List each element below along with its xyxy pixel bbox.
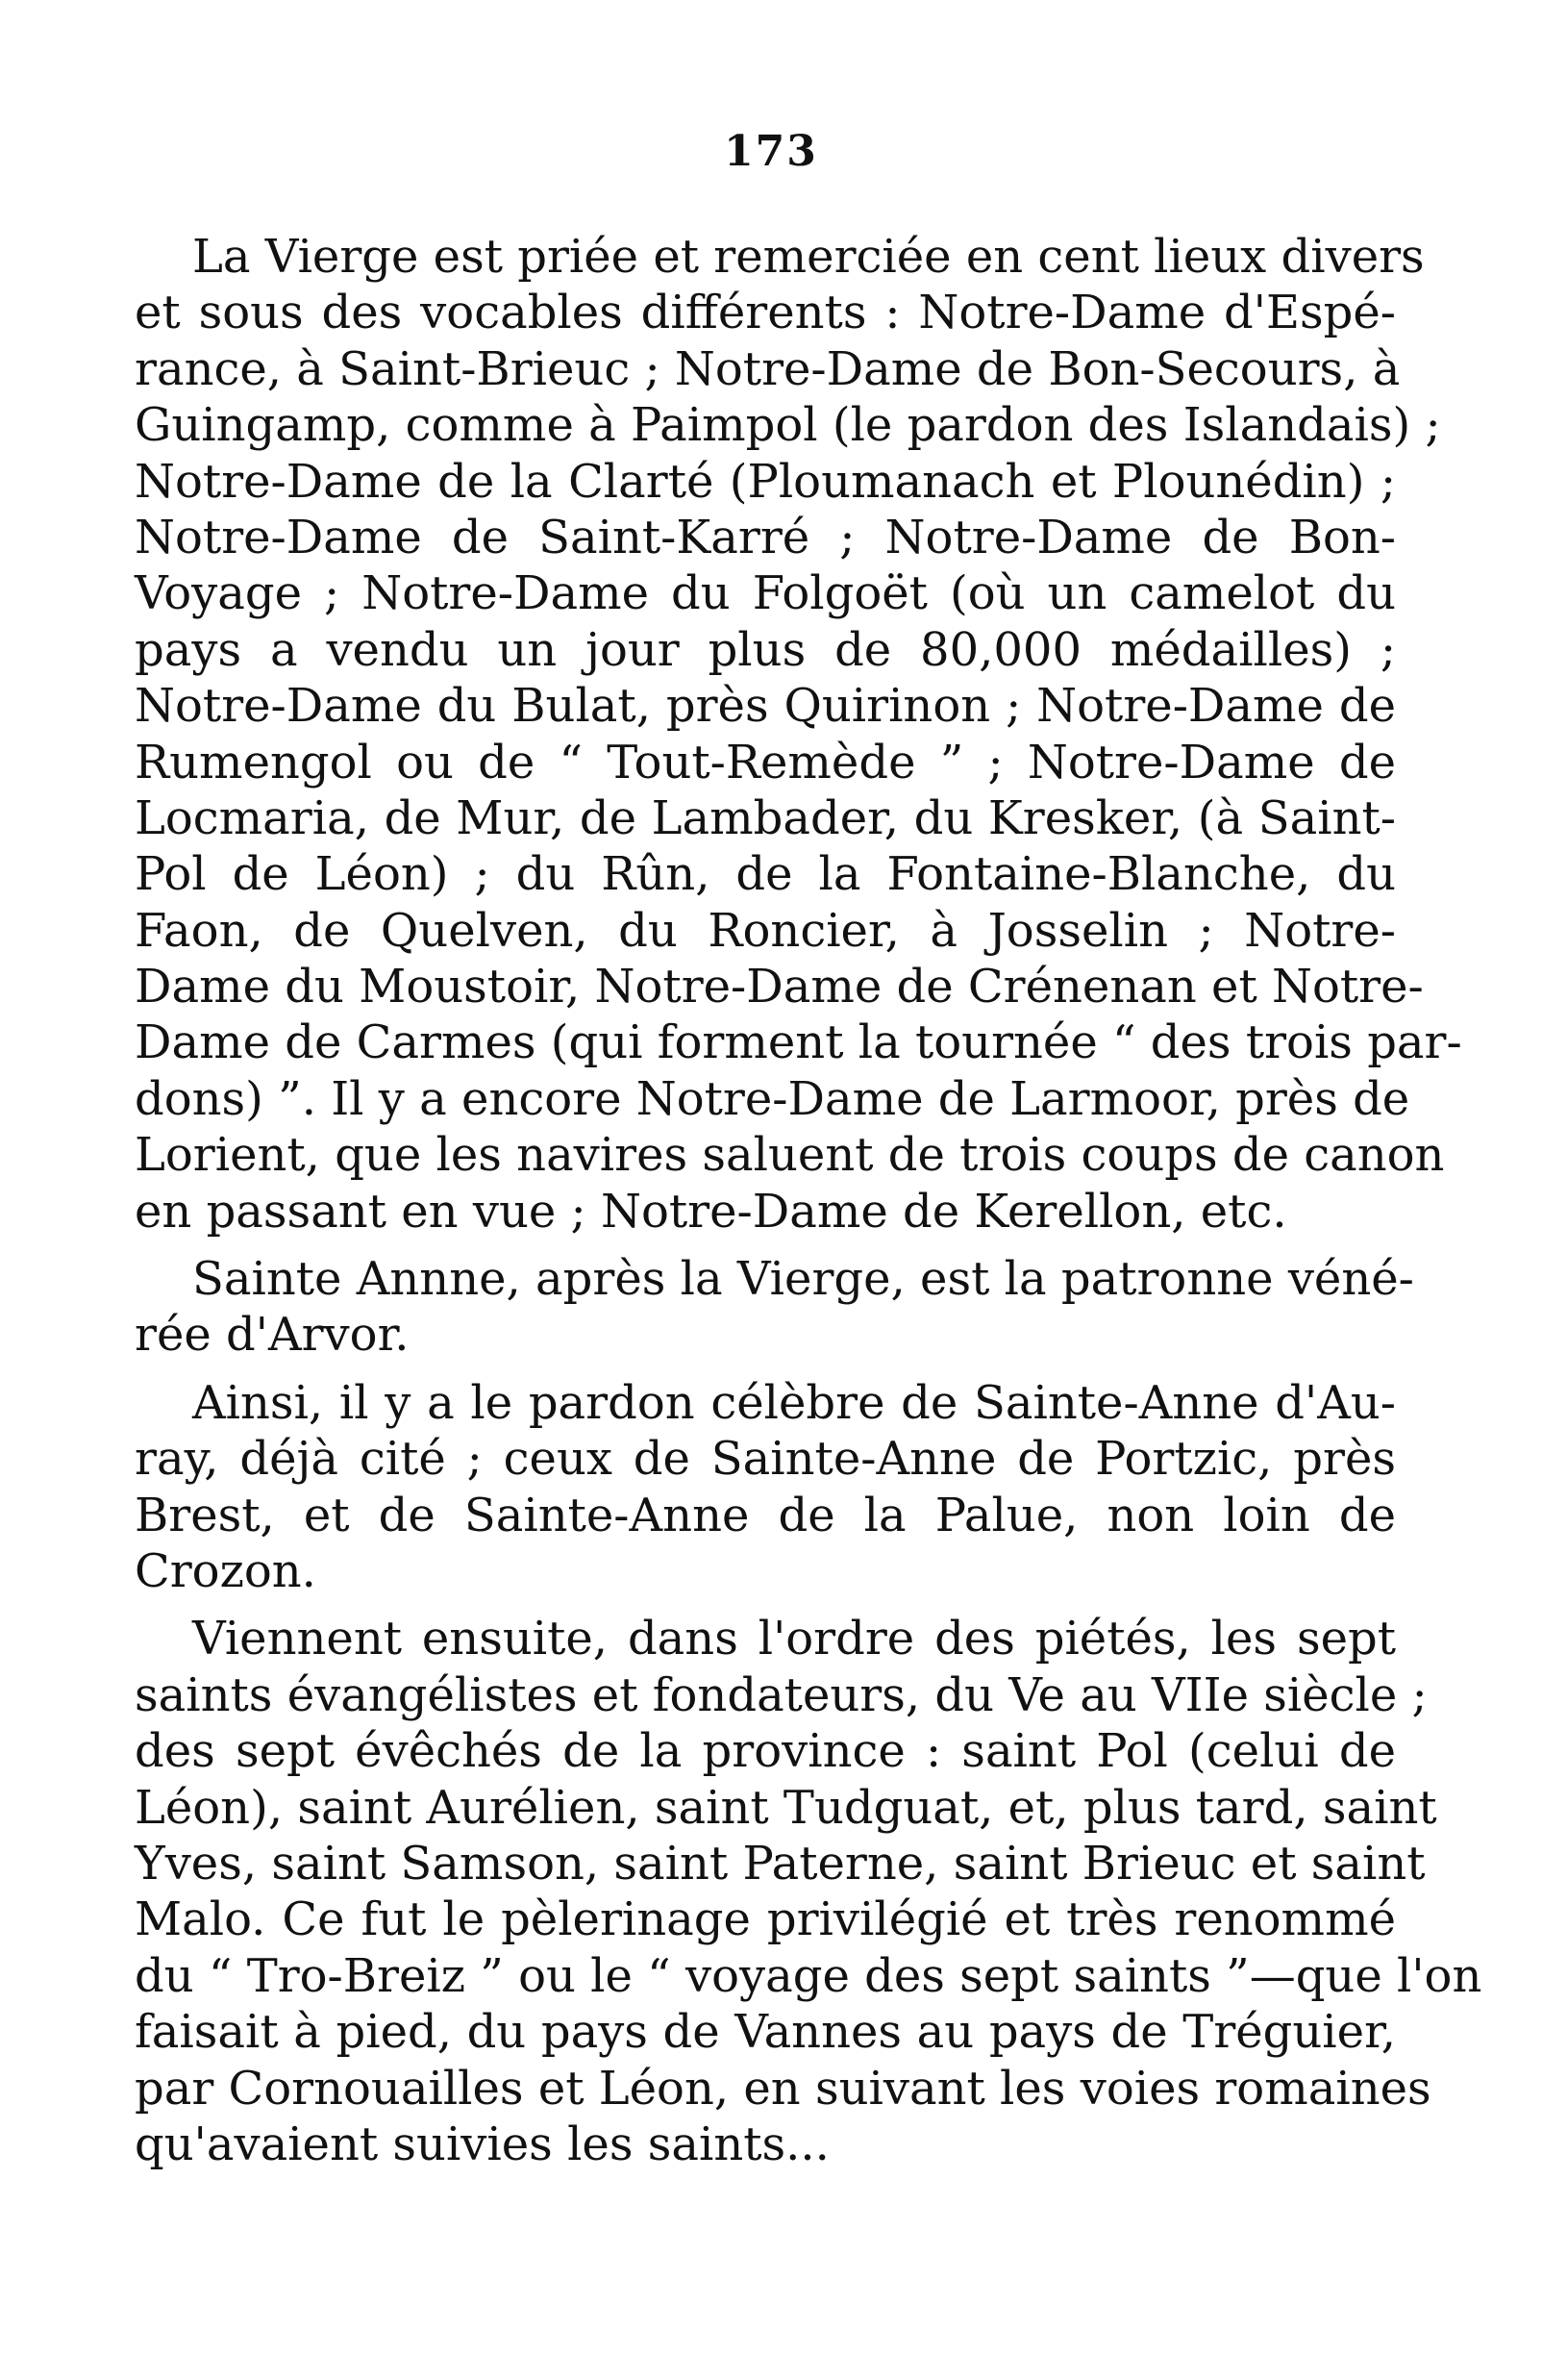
text-line: faisait à pied, du pays de Vannes au pays de Tréguier, (135, 2005, 1396, 2060)
text-line: saints évangélistes et fondateurs, du Ve au VIIe siècle ; (135, 1667, 1428, 1722)
text-line: Voyage ; Notre-Dame du Folgoët (où un camelot du (135, 566, 1396, 621)
text-line: Notre-Dame du Bulat, près Quirinon ; Notre-Dame de (135, 679, 1396, 734)
text-line: Dame du Moustoir, Notre-Dame de Crénenan et Notre- (135, 960, 1424, 1015)
text-line: Léon), saint Aurélien, saint Tudguat, et, plus tard, saint (135, 1780, 1437, 1835)
text-line: Yves, saint Samson, saint Paterne, saint Brieuc et saint (135, 1836, 1426, 1891)
text-line: Guingamp, comme à Paimpol (le pardon des Islandais) ; (135, 398, 1441, 453)
text-line: dons) ”. Il y a encore Notre-Dame de Larmoor, près de (135, 1071, 1410, 1126)
paragraph-2 (135, 1251, 1414, 1364)
text-line: qu'avaient suivies les saints... (135, 2117, 830, 2171)
text-line: Ainsi, il y a le pardon célèbre de Sainte-Anne d'Au- (192, 1375, 1396, 1430)
page-number: 173 (724, 127, 818, 176)
text-line: Malo. Ce fut le pèlerinage privilégié et très renommé (135, 1892, 1396, 1947)
text-line: Lorient, que les navires saluent de trois coups de canon (135, 1128, 1445, 1183)
text-line: Notre-Dame de la Clarté (Ploumanach et Plounédin) ; (135, 454, 1396, 509)
text-line: en passant en vue ; Notre-Dame de Kerellon, etc. (135, 1184, 1287, 1239)
body-text (135, 229, 1482, 2172)
paragraph-1 (135, 229, 1462, 1240)
text-line: du “ Tro-Breiz ” ou le “ voyage des sept saints ”—que l'on (135, 1948, 1482, 2003)
text-line: Dame de Carmes (qui forment la tournée “ des trois par- (135, 1015, 1462, 1070)
text-line: des sept évêchés de la province : saint Pol (celui de (135, 1724, 1396, 1779)
text-line: Pol de Léon) ; du Rûn, de la Fontaine-Blanche, du (135, 847, 1396, 902)
text-line: rée d'Arvor. (135, 1308, 410, 1363)
text-line: Brest, et de Sainte-Anne de la Palue, non loin de (135, 1488, 1396, 1542)
text-line: Sainte Annne, après la Vierge, est la patronne véné- (192, 1252, 1414, 1307)
text-line: ray, déjà cité ; ceux de Sainte-Anne de Portzic, près (135, 1432, 1396, 1487)
text-line: et sous des vocables différents : Notre-Dame d'Espé- (135, 286, 1396, 340)
text-line: La Vierge est priée et remerciée en cent lieux divers (192, 230, 1425, 284)
paragraph-4 (135, 1611, 1482, 2172)
text-line: Rumengol ou de “ Tout-Remède ” ; Notre-Dame de (135, 735, 1396, 789)
text-line: rance, à Saint-Brieuc ; Notre-Dame de Bon-Secours, à (135, 341, 1401, 396)
text-line: pays a vendu un jour plus de 80,000 médailles) ; (135, 622, 1396, 677)
paragraph-3 (135, 1375, 1396, 1600)
text-line: Faon, de Quelven, du Roncier, à Josselin ; Notre- (135, 903, 1396, 958)
text-line: par Cornouailles et Léon, en suivant les voies romaines (135, 2061, 1431, 2116)
text-line: Viennent ensuite, dans l'ordre des piétés, les sept (192, 1612, 1396, 1666)
text-line: Notre-Dame de Saint-Karré ; Notre-Dame de Bon- (135, 510, 1396, 564)
text-line: Locmaria, de Mur, de Lambader, du Kresker, (à Saint- (135, 790, 1396, 845)
text-line: Crozon. (135, 1543, 316, 1598)
